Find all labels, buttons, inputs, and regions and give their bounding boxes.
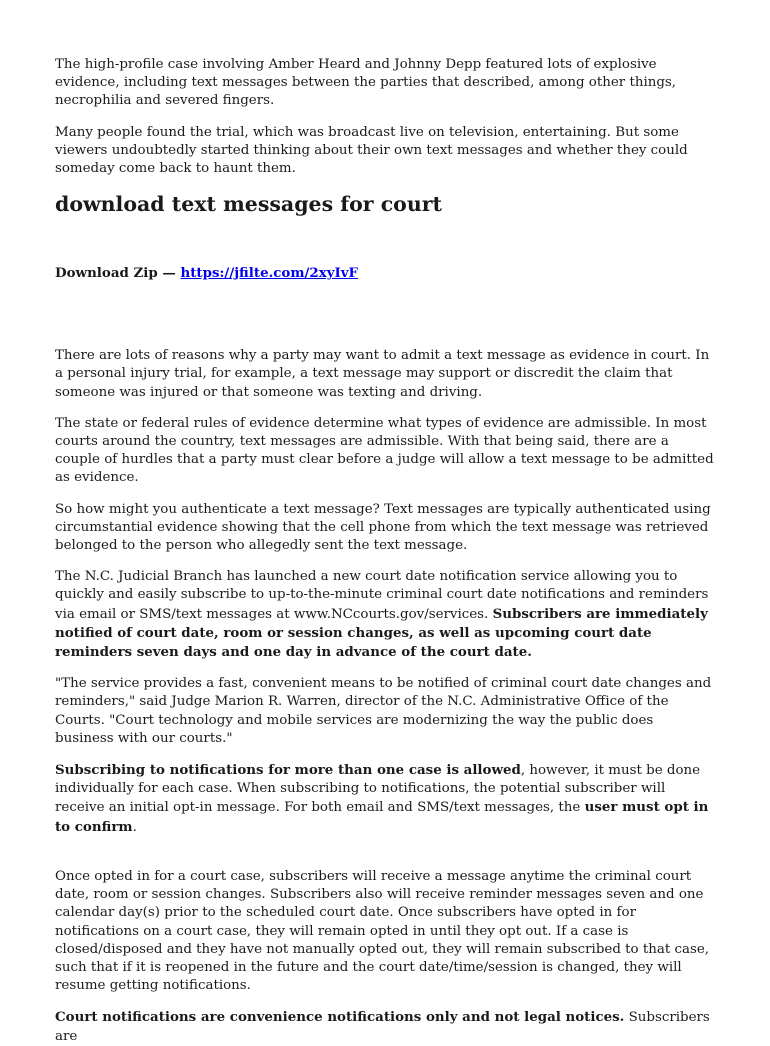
multiple-cases-end: .	[132, 819, 137, 835]
page-heading: download text messages for court	[55, 192, 443, 217]
download-label: Download Zip —	[55, 265, 176, 282]
paragraph-notification-bold: Subscribers are immediately notified of court date, room or session changes, as well as upcoming court date reminders seven days and one day in advance of the court date.	[55, 605, 708, 661]
paragraph-notification-text: The N.C. Judicial Branch has launched a new court date notification service allowing you to quickly and easily subscribe to up-to-the-minute criminal court date notifications and reminders via email or SMS/text messages at www.NCcourts.gov/services.	[55, 569, 709, 622]
opt-in-bold: user must opt in to confirm	[55, 799, 709, 835]
paragraph-convenience	[55, 1008, 715, 1045]
multiple-cases-bold: Subscribing to notifications for more than one case is allowed	[55, 762, 521, 779]
multiple-cases-text: , however, it must be done individually for each case. When subscribing to notifications, the potential subscriber will receive an initial opt-in message. For both email and SMS/text messages, the	[55, 763, 701, 816]
paragraph-opted-in: Once opted in for a court case, subscribers will receive a message anytime the criminal court date, room or session changes. Subscribers also will receive reminder messages seven and one calendar day(s) prior to the scheduled court date. Once subscribers have opted in for notifications on a court case, they will remain opted in until they opt out. If a case is closed/disposed and they have not manually opted out, they will remain subscribed to that case, such that if it is reopened in the future and the court date/time/session is changed, they will resume getting notifications.	[55, 868, 710, 994]
paragraph-multiple-cases	[55, 761, 715, 837]
intro-paragraph-1: The high-profile case involving Amber Heard and Johnny Depp featured lots of explosive evidence, including text messages between the parties that described, among other things, necrophilia and severed fingers.	[55, 57, 677, 109]
intro-paragraph-2: Many people found the trial, which was broadcast live on television, entertaining. But some viewers undoubtedly started thinking about their own text messages and whether they could someday come back to haunt them.	[55, 124, 688, 177]
download-line	[55, 264, 715, 282]
convenience-bold: Court notifications are convenience notifications only and not legal notices.	[55, 1009, 625, 1026]
paragraph-reasons: There are lots of reasons why a party may want to admit a text message as evidence in court. In a personal injury trial, for example, a text message may support or discredit the claim that someone was injured or that someone was texting and driving.	[55, 348, 710, 400]
paragraph-rules: The state or federal rules of evidence determine what types of evidence are admissible. In most courts around the country, text messages are admissible. With that being said, there are a couple of hurdles that a party must clear before a judge will allow a text message to be admitted as evidence.	[55, 415, 714, 486]
download-link[interactable]: https://jfilte.com/2xyIvF	[180, 265, 359, 282]
article-body	[55, 56, 715, 1046]
paragraph-quote: "The service provides a fast, convenient means to be notified of criminal court date changes and reminders," said Judge Marion R. Warren, director of the N.C. Administrative Office of the Courts. "Court technology and mobile services are modernizing the way the public does business with our courts."	[55, 676, 712, 746]
convenience-text: Subscribers are	[55, 1010, 710, 1044]
paragraph-authenticate: So how might you authenticate a text message? Text messages are typically authenticated using circumstantial evidence showing that the cell phone from which the text message was retrieved belonged to the person who allegedly sent the text message.	[55, 501, 711, 554]
paragraph-notification-service	[55, 568, 715, 662]
